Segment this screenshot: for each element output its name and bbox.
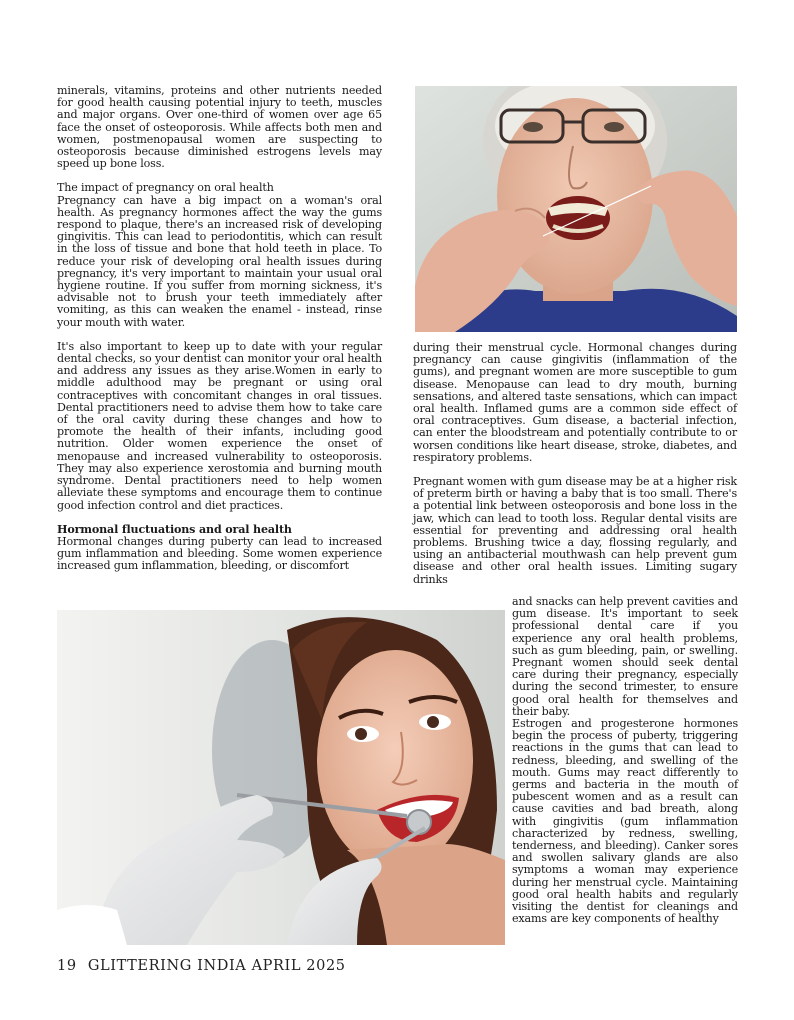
section-heading-hormonal: Hormonal fluctuations and oral health [57,522,292,536]
right-column-lower [512,596,738,925]
right-paragraph-3: and snacks can help prevent cavities and gum disease. It's important to seek professional dental care if you experience any oral health problems, such as gum bleeding, pain, or swelling. Pregnant women should seek dental care during their pregnancy, especially during the second trimester, to ensure good oral health for themselves and their baby. [512,595,738,718]
left-column [57,85,382,573]
publication-title: GLITTERING INDIA APRIL 2025 [87,958,346,974]
left-paragraph-3: It's also important to keep up to date with your regular dental checks, so your dentist can monitor your oral health and address any issues as they arise.Women in early to middle adulthood may be pregnant or using oral contraceptives with concomitant changes in oral tissues. Dental practitioners need to advise them how to take care of the oral cavity during these changes and how to promote the health of their infants, including good nutrition. Older women experience the onset of menopause and increased vulnerability to osteoporosis. They may also experience xerostomia and burning mouth syndrome. Dental practitioners need to help women alleviate these symptoms and encourage them to continue good infection control and diet practices. [57,339,382,512]
left-paragraph-1: minerals, vitamins, proteins and other nutrients needed for good health causing potential injury to teeth, muscles and major organs. Over one-third of women over age 65 face the onset of osteoporosis. While affects both men and women, postmenopausal women are suspecting to osteoporosis because diminished estrogens levels may speed up bone loss. [57,84,382,171]
section-heading-pregnancy: The impact of pregnancy on oral health [57,181,274,195]
right-paragraph-2: Pregnant women with gum disease may be at a higher risk of preterm birth or having a baby that is too small. There's a potential link between osteoporosis and bone loss in the jaw, which can lead to tooth loss. Regular dental visits are essential for preventing and addressing oral health problems. Brushing twice a day, flossing regularly, and using an antibacterial mouthwash can help prevent gum disease and other oral health issues. Limiting sugary drinks [413,475,737,586]
left-paragraph-4: Hormonal changes during puberty can lead to increased gum inflammation and bleeding. Some women experience increased gum inflammation, bleeding, or discomfort [57,534,382,573]
right-paragraph-1: during their menstrual cycle. Hormonal changes during pregnancy can cause gingivitis (inflammation of the gums), and pregnant women are more susceptible to gum disease. Menopause can lead to dry mouth, burning sensations, and altered taste sensations, which can impact oral health. Inflamed gums are a common side effect of oral contraceptives. Gum disease, a bacterial infection, can enter the bloodstream and potentially contribute to or worsen conditions like heart disease, stroke, diabetes, and respiratory problems. [413,341,737,464]
photo-dental-exam [57,610,505,945]
right-paragraph-4: Estrogen and progesterone hormones begin the process of puberty, triggering reactions in the gums that can lead to redness, bleeding, and swelling of the mouth. Gums may react differently to germs and bacteria in the mouth of pubescent women and as a result can cause cavities and bad breath, along with gingivitis (gum inflammation characterized by redness, swelling, tenderness, and bleeding). Canker sores and swollen salivary glands are also symptoms a woman may experience during her menstrual cycle. Maintaining good oral health habits and regularly visiting the dentist for cleanings and exams are key components of healthy [512,717,738,926]
right-column-upper [413,342,737,586]
page-footer [57,958,346,974]
left-paragraph-2: Pregnancy can have a big impact on a woman's oral health. As pregnancy hormones affect the way the gums respond to plaque, there's an increased risk of developing gingivitis. This can lead to periodontitis, which can result in the loss of tissue and bone that hold teeth in place. To reduce your risk of developing oral health issues during pregnancy, it's very important to maintain your usual oral hygiene routine. If you suffer from morning sickness, it's advisable not to brush your teeth immediately after vomiting, as this can weaken the enamel - instead, rinse your mouth with water. [57,193,382,329]
photo-woman-flossing [415,86,737,332]
page-number: 19 [57,958,77,974]
